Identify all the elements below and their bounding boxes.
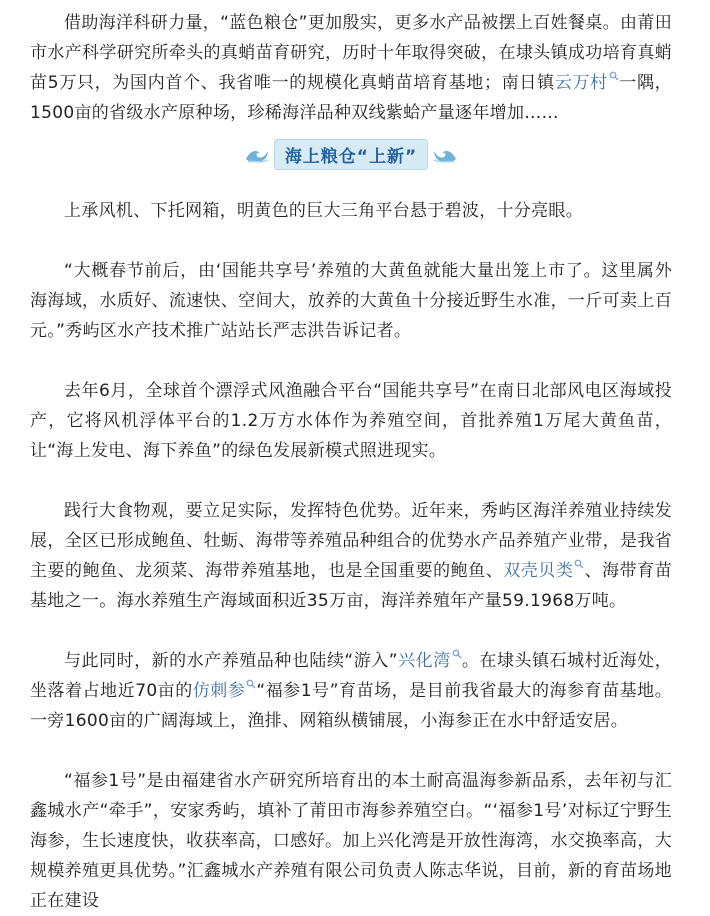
text-segment: 践行大食物观，要立足实际，发挥特色优势。近年来，秀屿区海洋养殖业持续发展，全区已形成鲍鱼、牡蛎、海带等养殖品种组合的优势水产品养殖产业带，是我省主要的鲍鱼、龙须菜、海带养殖基地，也是全国重要的鲍鱼、: [30, 501, 672, 581]
wave-left-icon: [244, 143, 270, 165]
paragraph-quote: “大概春节前后，由‘国能共享号’养殖的大黄鱼就能大量出笼上市了。这里属外海海域，水质好、流速快、空间大，放养的大黄鱼十分接近野生水准，一斤可卖上百元。”秀屿区水产技术推广站站长严志洪告诉记者。: [30, 261, 672, 341]
text-segment: 借助海洋科研力量，“蓝色粮仓”更加殷实，更多水产品被摆上百姓餐桌。由莆田市水产科学研究所牵头的真蛸苗育研究，历时十年取得突破，在埭头镇成功培育真蛸苗5万只，为国内首个、我省唯一的规模化真蛸苗培育基地；南日镇: [30, 13, 672, 93]
keyword-label: 仿刺参: [192, 681, 246, 701]
keyword-label: 双壳贝类: [503, 561, 574, 581]
search-icon: [574, 559, 584, 569]
text-segment: “福参1号”育苗场，是目前我省最大的海参育苗基地。一旁1600亩的广阔海域上，渔排、网箱纵横铺展，小海参正在水中舒适安居。: [30, 681, 672, 731]
text-segment: 。在埭头镇石城村近海处，坐落着占地近70亩的: [30, 651, 672, 701]
text-segment: 与此同时，新的水产养殖品种也陆续“游入”: [64, 651, 398, 671]
paragraph-platform: 上承风机、下托网箱，明黄色的巨大三角平台悬于碧波，十分亮眼。: [64, 201, 583, 221]
text-segment: 、海带育苗基地之一。海水养殖生产海域面积近35万亩，海洋养殖年产量59.1968万吨。: [30, 561, 673, 611]
keyword-link-yunwancun[interactable]: [555, 73, 619, 93]
search-icon: [609, 71, 619, 81]
paragraph-fushen: “福参1号”是由福建省水产研究所培育出的本土耐高温海参新品系，去年初与汇鑫城水产“牵手”，安家秀屿，填补了莆田市海参养殖空白。“‘福参1号’对标辽宁野生海参，生长速度快，收获率高，口感好。加上兴化湾是开放性海湾，水交换率高，大规模养殖更具优势。”汇鑫城水产养殖有限公司负责人陈志华说，目前，新的育苗场地正在建设: [30, 771, 672, 911]
paragraph-new-species: [30, 646, 672, 736]
text-segment: 一隅，1500亩的省级水产原种场，珍稀海洋品种双线紫蛤产量逐年增加……: [30, 73, 672, 123]
keyword-label: 云万村: [554, 73, 608, 93]
paragraph-guoneng: 去年6月，全球首个漂浮式风渔融合平台“国能共享号”在南日北部风电区海域投产，它将风机浮体平台的1.2万方水体作为养殖空间，首批养殖1万尾大黄鱼苗，让“海上发电、海下养鱼”的绿色发展新模式照进现实。: [30, 381, 672, 461]
paragraph-intro: [30, 0, 672, 128]
keyword-link-bivalve[interactable]: [503, 561, 584, 581]
keyword-link-xinghua-bay[interactable]: [398, 651, 462, 671]
wave-right-icon: [432, 143, 458, 165]
keyword-label: 兴化湾: [397, 651, 451, 671]
search-icon: [246, 679, 256, 689]
keyword-link-sea-cucumber[interactable]: [193, 681, 257, 701]
heading-title: 海上粮仓“上新”: [274, 139, 428, 170]
search-icon: [452, 649, 462, 659]
paragraph-food-view: [30, 496, 672, 616]
section-heading: [30, 134, 672, 174]
